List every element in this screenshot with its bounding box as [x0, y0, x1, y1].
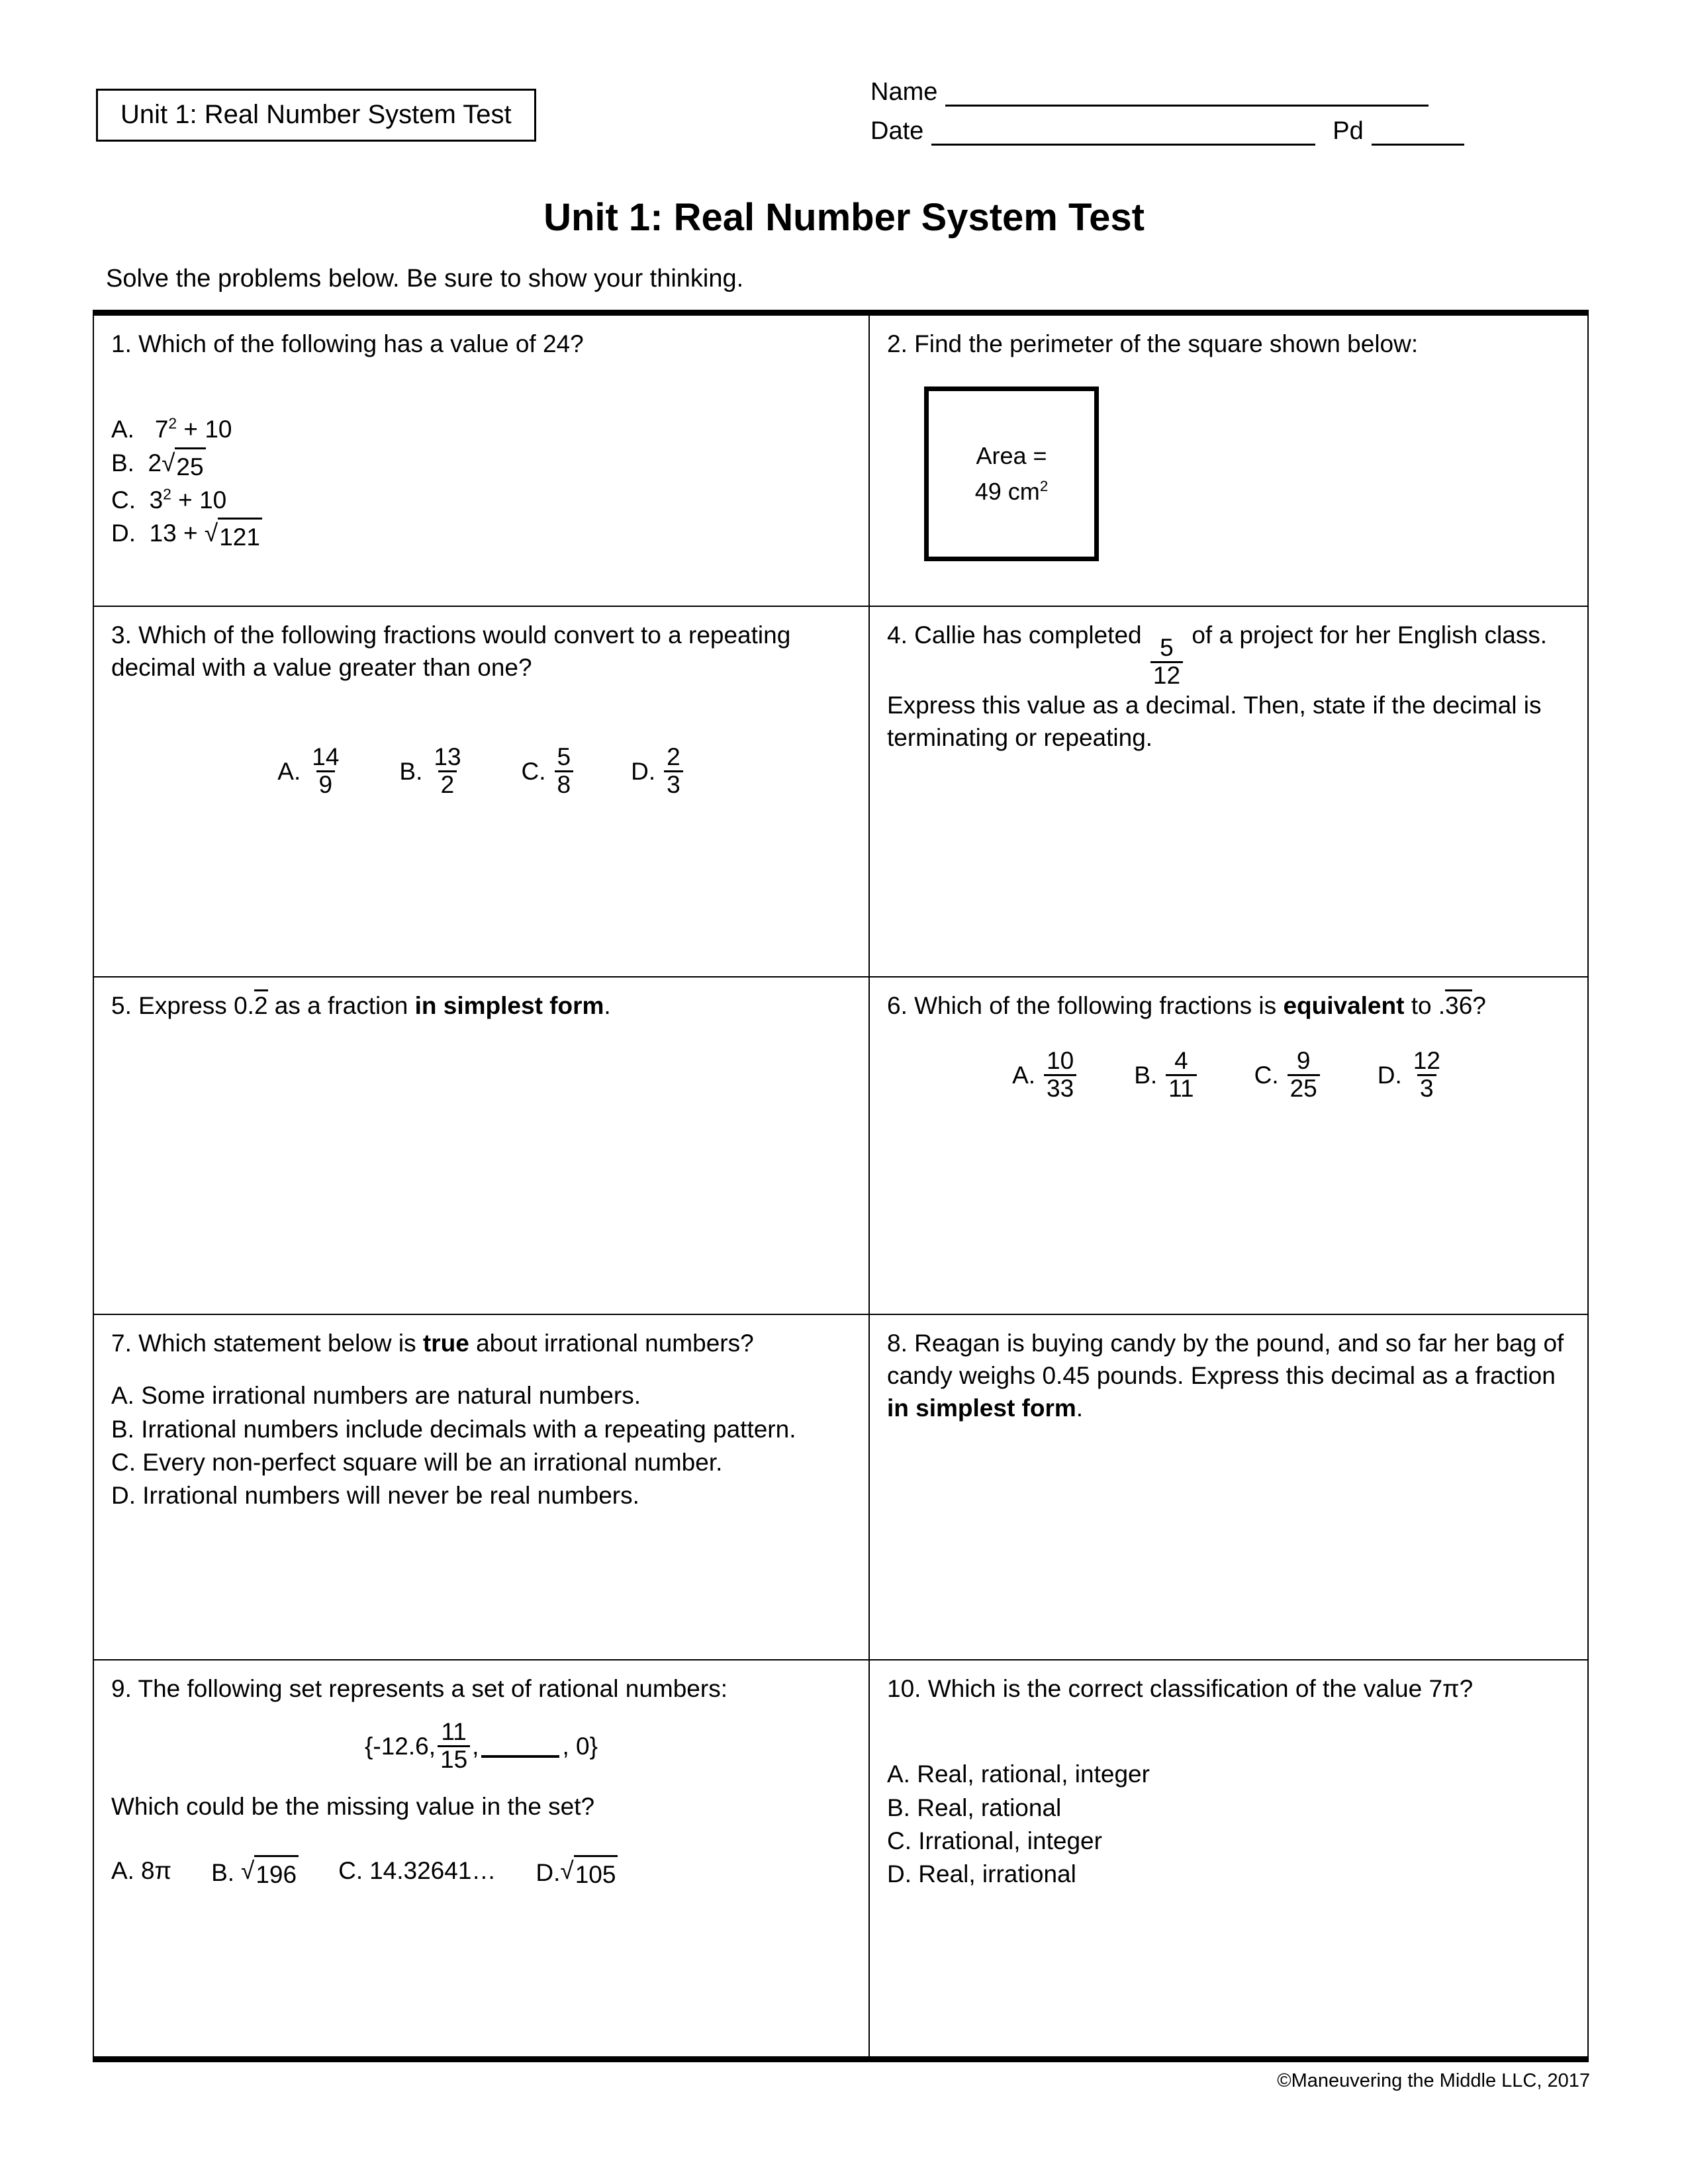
question-4-part2: of a project for her English class. Express this value as a decimal. Then, state if the decimal is terminating or repeating.: [887, 621, 1548, 752]
spacer: [887, 1705, 1570, 1755]
question-5-part3: .: [604, 992, 611, 1019]
option-c[interactable]: [522, 745, 576, 798]
option-b[interactable]: [111, 447, 851, 484]
set-open: {-12.6,: [365, 1732, 436, 1760]
denominator: 25: [1288, 1074, 1320, 1102]
option-d[interactable]: [631, 745, 685, 798]
date-input-line[interactable]: [931, 121, 1315, 146]
question-5-bold: in simplest form: [414, 992, 604, 1019]
question-7-options: [111, 1379, 851, 1512]
option-a-label: A.: [277, 758, 301, 786]
question-cell-1: [93, 313, 869, 607]
fraction: [1044, 1048, 1076, 1102]
unit-title-box: Unit 1: Real Number System Test: [96, 89, 536, 142]
missing-value-blank[interactable]: [481, 1735, 559, 1758]
pd-label: Pd: [1333, 117, 1364, 145]
option-d-lead: 13 +: [149, 520, 205, 547]
option-a[interactable]: A. Real, rational, integer: [887, 1760, 1150, 1788]
option-a[interactable]: [277, 745, 344, 798]
option-a-base: 7: [154, 416, 169, 443]
fraction: [1150, 635, 1183, 689]
fraction: [1411, 1048, 1443, 1102]
page-header: [96, 78, 1592, 184]
option-b-coefficient: 2: [148, 449, 162, 477]
question-1-prompt: 1. Which of the following has a value of 24?: [111, 330, 584, 357]
option-d-radicand: 105: [574, 1855, 618, 1891]
denominator: 3: [664, 770, 683, 798]
table-row: [93, 313, 1588, 607]
spacer: [111, 1359, 851, 1377]
option-c-value: 14.32641…: [369, 1857, 496, 1885]
fraction: [1166, 1048, 1196, 1102]
numerator: 5: [557, 743, 571, 771]
fraction: [664, 745, 683, 798]
option-c-rest: + 10: [171, 486, 227, 514]
date-label: Date: [870, 117, 924, 145]
option-b-radicand: 25: [175, 447, 205, 484]
denominator: 11: [1166, 1074, 1196, 1102]
option-a[interactable]: [1012, 1048, 1078, 1102]
student-info-block: [870, 78, 1592, 156]
figure-area-exponent: 2: [1039, 478, 1049, 495]
option-c-label: C.: [111, 486, 136, 514]
copyright-footer: ©Maneuvering the Middle LLC, 2017: [1277, 2070, 1590, 2091]
option-d[interactable]: [111, 517, 851, 554]
option-c[interactable]: C. Every non-perfect square will be an irrational number.: [111, 1448, 723, 1476]
option-b-label: B.: [111, 449, 134, 477]
numerator: 13: [434, 743, 461, 771]
spacer: [111, 1773, 851, 1790]
option-c-label: C.: [1254, 1061, 1279, 1089]
set-comma: ,: [472, 1732, 479, 1760]
option-b-label: B.: [1134, 1061, 1158, 1089]
repeating-bar: 36: [1445, 989, 1472, 1019]
radical-icon: √ 196: [241, 1854, 299, 1891]
question-3-prompt: 3. Which of the following fractions would convert to a repeating decimal with a value greater than one?: [111, 621, 791, 682]
figure-area-value: 49 $cm^2$: [974, 478, 1049, 506]
question-5-part2: as a fraction: [267, 992, 415, 1019]
numerator: 12: [1413, 1047, 1440, 1075]
radical-icon: √ 105: [560, 1854, 618, 1891]
question-cell-3: [93, 606, 869, 977]
question-6-prompt: [887, 989, 1570, 1022]
question-6-part2: to .: [1404, 992, 1446, 1019]
denominator: 2: [438, 770, 457, 798]
question-9-prompt: 9. The following set represents a set of rational numbers:: [111, 1675, 727, 1702]
spacer: [111, 1823, 851, 1840]
option-b[interactable]: B. Irrational numbers include decimals with a repeating pattern.: [111, 1415, 796, 1443]
denominator: 8: [555, 770, 574, 798]
instructions-text: Solve the problems below. Be sure to show your thinking.: [106, 265, 744, 293]
denominator: 9: [316, 770, 336, 798]
question-8-part1: 8. Reagan is buying candy by the pound, and so far her bag of candy weighs 0.45 pounds. Express this decimal as a fraction: [887, 1330, 1564, 1390]
figure-area-label: Area =: [976, 442, 1047, 470]
question-cell-8: [869, 1314, 1588, 1660]
option-a-label: A.: [111, 1857, 134, 1885]
question-1-options: [111, 413, 851, 554]
question-10-options: [887, 1758, 1570, 1891]
option-c[interactable]: [111, 484, 851, 517]
square-figure: [924, 387, 1099, 561]
spacer: [111, 684, 851, 718]
question-cell-6: [869, 977, 1588, 1314]
option-d[interactable]: [536, 1854, 618, 1891]
option-d[interactable]: D. Real, irrational: [887, 1860, 1076, 1888]
question-cell-2: [869, 313, 1588, 607]
option-a[interactable]: [111, 1854, 171, 1887]
option-d[interactable]: D. Irrational numbers will never be real numbers.: [111, 1482, 639, 1510]
name-label: Name: [870, 78, 938, 106]
fraction: [1288, 1048, 1320, 1102]
option-b[interactable]: B. Real, rational: [887, 1794, 1062, 1821]
option-c-base: 3: [149, 486, 164, 514]
question-10-prompt: 10. Which is the correct classification of the value 7π?: [887, 1675, 1474, 1702]
question-6-part1: 6. Which of the following fractions is: [887, 992, 1284, 1019]
question-7-bold: true: [422, 1330, 469, 1357]
option-b-radicand: 196: [254, 1855, 299, 1891]
radical-icon: √ 121: [205, 517, 262, 554]
numerator: 2: [667, 743, 680, 771]
table-row: [93, 606, 1588, 977]
option-b[interactable]: [1134, 1048, 1198, 1102]
denominator: 33: [1044, 1074, 1076, 1102]
question-6-options: [887, 1048, 1570, 1102]
spacer: [111, 360, 851, 410]
question-6-bold: equivalent: [1283, 992, 1405, 1019]
question-5-part1: 5. Express 0.: [111, 992, 254, 1019]
numerator: 5: [1160, 634, 1174, 662]
radical-icon: √ 25: [162, 447, 205, 484]
question-5-prompt: [111, 989, 851, 1022]
question-2-prompt: 2. Find the perimeter of the square shown below:: [887, 330, 1419, 357]
option-a-label: A.: [1012, 1061, 1036, 1089]
question-9-followup: Which could be the missing value in the set?: [111, 1792, 595, 1820]
table-row: [93, 977, 1588, 1314]
option-d[interactable]: [1378, 1048, 1445, 1102]
fraction: [438, 1719, 470, 1773]
name-input-line[interactable]: [945, 82, 1429, 107]
option-c[interactable]: [338, 1854, 496, 1887]
question-7-part1: 7. Which statement below is: [111, 1330, 423, 1357]
name-field-row: [870, 78, 1592, 107]
pd-input-line[interactable]: [1372, 121, 1464, 146]
question-8-prompt: [887, 1327, 1570, 1425]
set-close: , 0}: [562, 1732, 598, 1760]
option-d-label: D.: [1377, 1061, 1402, 1089]
option-d-label: D.: [111, 520, 136, 547]
question-4-part1: 4. Callie has completed: [887, 621, 1149, 649]
option-c-exponent: 2: [163, 485, 171, 503]
question-8-part2: .: [1076, 1394, 1084, 1422]
repeating-bar: 2: [254, 989, 268, 1019]
question-9-options: [111, 1854, 851, 1891]
denominator: 3: [1417, 1074, 1436, 1102]
denominator: 12: [1150, 661, 1183, 689]
option-d-label: D.: [536, 1859, 561, 1887]
question-cell-7: [93, 1314, 869, 1660]
square-figure-wrapper: [924, 387, 1570, 561]
numerator: 9: [1296, 1047, 1311, 1075]
option-b-label: B.: [211, 1859, 235, 1887]
option-c[interactable]: [1254, 1048, 1322, 1102]
question-9-set: [111, 1719, 851, 1773]
numerator: 11: [441, 1718, 467, 1746]
questions-table: [93, 310, 1589, 2062]
question-4-prompt: [887, 619, 1570, 754]
option-b[interactable]: [211, 1854, 299, 1891]
question-3-options: [111, 745, 851, 798]
question-7-prompt: [111, 1327, 851, 1359]
option-a-label: A.: [111, 416, 134, 443]
denominator: 15: [438, 1745, 470, 1773]
page-title: Unit 1: Real Number System Test: [543, 196, 1145, 239]
fraction: [431, 745, 463, 798]
fraction: [309, 745, 342, 798]
option-a[interactable]: A. Some irrational numbers are natural numbers.: [111, 1382, 641, 1410]
option-a-rest: + 10: [177, 416, 232, 443]
fraction: [555, 745, 574, 798]
option-c-label: C.: [338, 1857, 363, 1885]
numerator: 10: [1047, 1047, 1074, 1075]
date-field-row: [870, 117, 1592, 146]
question-cell-10: [869, 1660, 1588, 2060]
question-cell-5: [93, 977, 869, 1314]
question-cell-4: [869, 606, 1588, 977]
option-a-value: 8π: [140, 1857, 172, 1885]
option-c-label: C.: [521, 758, 546, 786]
option-d-radicand: 121: [218, 518, 262, 554]
numerator: 4: [1174, 1047, 1188, 1075]
option-d-label: D.: [631, 758, 656, 786]
question-cell-9: [93, 1660, 869, 2060]
option-c[interactable]: C. Irrational, integer: [887, 1827, 1102, 1854]
table-row: [93, 1660, 1588, 2060]
option-a[interactable]: [111, 413, 851, 446]
numerator: 14: [312, 743, 340, 771]
option-b-label: B.: [399, 758, 423, 786]
question-8-bold: in simplest form: [887, 1394, 1076, 1422]
option-a-exponent: 2: [168, 414, 177, 432]
option-b[interactable]: [399, 745, 465, 798]
question-6-part3: ?: [1472, 992, 1486, 1019]
question-7-part2: about irrational numbers?: [469, 1330, 754, 1357]
table-row: [93, 1314, 1588, 1660]
